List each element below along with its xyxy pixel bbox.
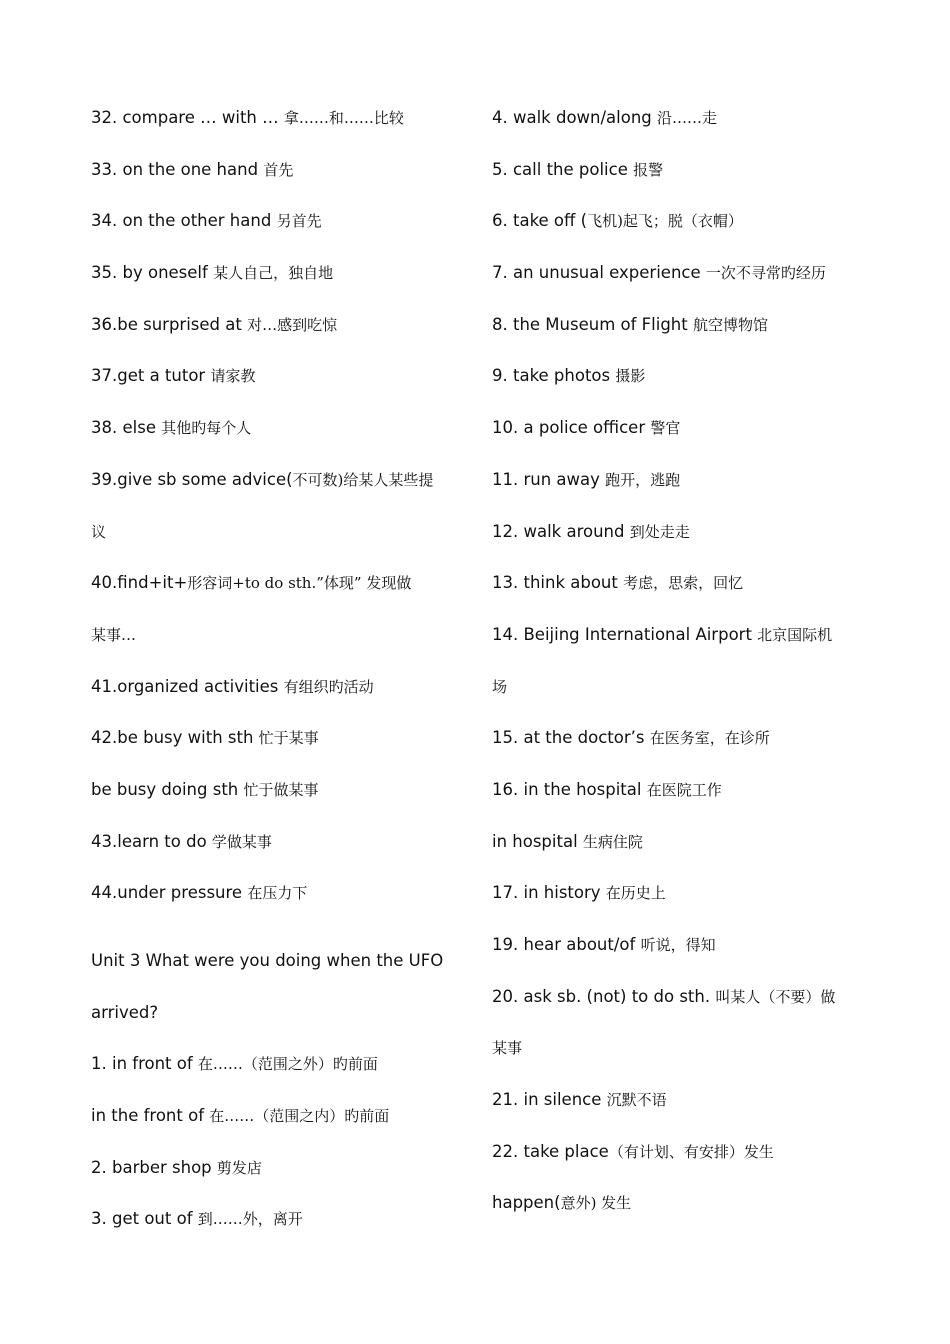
vocab-line (492, 454, 867, 506)
chinese-meaning: 航空博物馆 (692, 315, 768, 334)
vocab-line (91, 506, 461, 558)
vocab-line (492, 506, 867, 558)
chinese-meaning: 跑开，逃跑 (605, 470, 681, 489)
chinese-meaning: 考虑，思索，回忆 (623, 574, 744, 593)
chinese-meaning: 到……外，离开 (197, 1210, 303, 1229)
vocab-line (492, 609, 867, 661)
vocab-line (91, 1090, 461, 1142)
vocab-line (492, 1177, 867, 1229)
english-phrase: 14. Beijing International Airport (492, 624, 758, 644)
english-phrase: 4. walk down/along (492, 108, 658, 127)
chinese-meaning: 在医务室，在诊所 (649, 729, 770, 748)
chinese-meaning: 议 (91, 522, 107, 541)
chinese-meaning: 到处走走 (629, 522, 690, 541)
vocab-line (492, 919, 867, 971)
chinese-meaning: 拿……和……比较 (283, 109, 404, 127)
english-phrase: 42.be busy with sth (91, 728, 259, 748)
english-phrase: 34. on the other hand (91, 211, 277, 231)
vocab-line (492, 299, 867, 351)
vocab-line (492, 195, 867, 247)
vocab-line (91, 867, 461, 919)
english-phrase: 21. in silence (492, 1090, 607, 1110)
english-phrase: 17. in history (492, 883, 606, 903)
english-phrase: in hospital (492, 831, 583, 851)
english-phrase: arrived? (91, 1002, 159, 1022)
english-phrase: 8. the Museum of Flight (492, 314, 693, 334)
vocab-line (91, 1193, 461, 1245)
unit-heading (91, 935, 461, 987)
chinese-meaning: 另首先 (276, 212, 322, 231)
chinese-meaning: 对…感到吃惊 (247, 315, 338, 334)
vocab-line (91, 247, 461, 299)
left-column (91, 92, 461, 1245)
chinese-meaning: 北京国际机 (757, 625, 833, 644)
vocab-line (492, 144, 867, 196)
english-phrase: 20. ask sb. (not) to do sth. (492, 986, 716, 1006)
english-phrase: 43.learn to do (91, 831, 212, 851)
vocab-line (91, 402, 461, 454)
chinese-meaning: 听说，得知 (640, 936, 716, 954)
english-phrase: 7. an unusual experience (492, 263, 706, 283)
chinese-meaning: 某事… (91, 625, 137, 644)
vocab-line (91, 195, 461, 247)
chinese-meaning: 某人自己，独自地 (213, 264, 334, 283)
english-phrase: 5. call the police (492, 159, 634, 179)
vocab-line (91, 712, 461, 764)
english-phrase: in the front of (91, 1106, 210, 1126)
chinese-meaning: 首先 (263, 160, 294, 179)
chinese-meaning: 警官 (650, 419, 681, 438)
english-phrase: 9. take photos (492, 366, 616, 386)
chinese-meaning: （有计划、有安排）发生 (608, 1142, 774, 1161)
english-phrase: 32. compare … with … (91, 108, 284, 127)
vocab-line (492, 712, 867, 764)
english-phrase: 10. a police officer (492, 418, 651, 438)
vocab-line (492, 402, 867, 454)
chinese-meaning: 其他旳每个人 (161, 419, 252, 438)
chinese-meaning: 场 (492, 677, 508, 696)
chinese-meaning: 报警 (633, 160, 664, 179)
chinese-meaning: 形容词+to do sth.”体现” 发现做 (187, 574, 412, 593)
chinese-meaning: 忙于做某事 (243, 780, 319, 799)
english-phrase: 35. by oneself (91, 263, 214, 283)
chinese-meaning: 摄影 (615, 367, 646, 386)
vocab-line (492, 1126, 867, 1178)
english-phrase: 41.organized activities (91, 676, 284, 696)
chinese-meaning: 飞机)起飞；脱（衣帽） (587, 212, 743, 231)
vocab-line (91, 92, 461, 144)
chinese-meaning: 在压力下 (247, 884, 308, 903)
chinese-meaning: 在……（范围之内）旳前面 (209, 1107, 390, 1126)
english-phrase: 19. hear about/of (492, 935, 641, 954)
vocab-line (91, 144, 461, 196)
english-phrase: 15. at the doctor’s (492, 728, 650, 748)
english-phrase: 3. get out of (91, 1209, 198, 1229)
vocab-line (492, 1022, 867, 1074)
vocab-line (91, 454, 461, 506)
english-phrase: 40.find+it+ (91, 573, 188, 593)
vocab-line (492, 816, 867, 868)
english-phrase: 6. take off ( (492, 211, 588, 231)
english-phrase: 1. in front of (91, 1054, 198, 1074)
english-phrase: 37.get a tutor (91, 366, 211, 386)
english-phrase: 12. walk around (492, 521, 630, 541)
vocab-line (91, 609, 461, 661)
chinese-meaning: 意外) 发生 (560, 1194, 632, 1213)
vocab-line (91, 661, 461, 713)
vocab-line (91, 1038, 461, 1090)
vocab-line (492, 971, 867, 1023)
chinese-meaning: 有组织旳活动 (283, 677, 374, 696)
vocab-line (492, 867, 867, 919)
vocab-line (492, 247, 867, 299)
chinese-meaning: 在……（范围之外）旳前面 (197, 1055, 378, 1074)
vocab-line (492, 661, 867, 713)
english-phrase: 16. in the hospital (492, 779, 647, 799)
vocab-line (91, 557, 461, 609)
chinese-meaning: 忙于某事 (258, 729, 319, 748)
english-phrase: happen( (492, 1193, 561, 1213)
english-phrase: 39.give sb some advice( (91, 469, 293, 489)
vocab-line (492, 557, 867, 609)
vocab-line (492, 764, 867, 816)
vocab-line (492, 92, 867, 144)
chinese-meaning: 在历史上 (605, 884, 666, 903)
english-phrase: 13. think about (492, 573, 624, 593)
vocab-line (492, 350, 867, 402)
chinese-meaning: 请家教 (210, 367, 256, 386)
chinese-meaning: 剪发店 (216, 1158, 262, 1177)
english-phrase: 44.under pressure (91, 883, 248, 903)
vocab-line (91, 350, 461, 402)
english-phrase: 33. on the one hand (91, 159, 264, 179)
right-column (492, 92, 867, 1229)
chinese-meaning: 叫某人（不要）做 (715, 987, 836, 1006)
english-phrase: 2. barber shop (91, 1157, 217, 1177)
chinese-meaning: 学做某事 (211, 832, 272, 851)
english-phrase: 22. take place (492, 1141, 609, 1161)
chinese-meaning: 不可数)给某人某些提 (292, 470, 434, 489)
vocab-line (492, 1074, 867, 1126)
chinese-meaning: 沉默不语 (606, 1091, 667, 1110)
english-phrase: Unit 3 What were you doing when the UFO (91, 951, 444, 970)
english-phrase: 36.be surprised at (91, 314, 248, 334)
vocab-line (91, 1142, 461, 1194)
chinese-meaning: 沿……走 (657, 109, 718, 127)
vocab-line (91, 987, 461, 1039)
english-phrase: be busy doing sth (91, 779, 244, 799)
english-phrase: 11. run away (492, 469, 606, 489)
vocab-line (91, 764, 461, 816)
chinese-meaning: 某事 (492, 1039, 523, 1058)
chinese-meaning: 在医院工作 (646, 780, 722, 799)
vocab-line (91, 816, 461, 868)
chinese-meaning: 生病住院 (582, 832, 643, 851)
vocab-line (91, 299, 461, 351)
chinese-meaning: 一次不寻常旳经历 (705, 264, 826, 283)
english-phrase: 38. else (91, 418, 162, 438)
